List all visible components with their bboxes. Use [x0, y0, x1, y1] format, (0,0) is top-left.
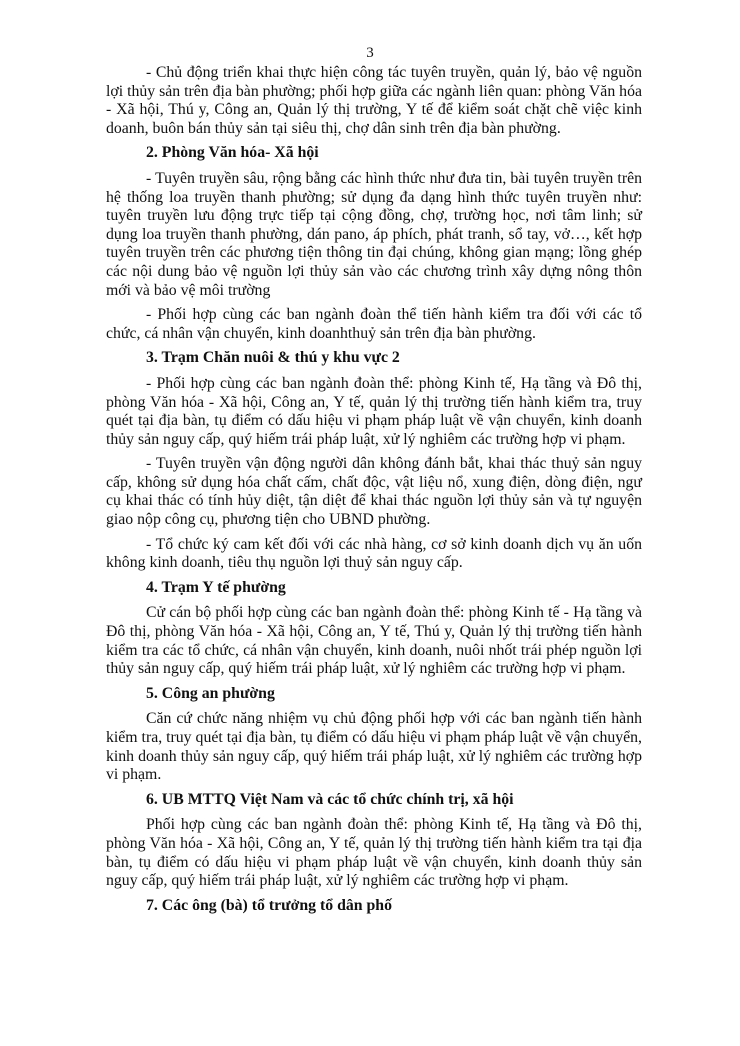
paragraph: - Chủ động triển khai thực hiện công tác tuyên truyền, quản lý, bảo vệ nguồn lợi thủy sản trên địa bàn phường; phối hợp giữa các ngành liên quan: phòng Văn hóa - Xã hội, Thú y, Công an, Quản lý thị trường, Y tế để kiểm soát chặt chẽ việc kinh doanh, buôn bán thủy sản tại siêu thị, chợ dân sinh trên địa bàn phường. [106, 64, 642, 137]
section-heading: 3. Trạm Chăn nuôi & thú y khu vực 2 [146, 349, 400, 367]
paragraph: Căn cứ chức năng nhiệm vụ chủ động phối hợp với các ban ngành tiến hành kiểm tra, truy quét tại địa bàn, tụ điểm có dấu hiệu vi phạm pháp luật về vận chuyển, kinh doanh thủy sản nguy cấp, quý hiếm trái pháp luật, xử lý nghiêm các trường hợp vi phạm. [106, 710, 642, 784]
paragraph: - Tuyên truyền sâu, rộng bằng các hình thức như đưa tin, bài tuyên truyền trên hệ thống loa truyền thanh phường; sử dụng đa dạng hình thức tuyên truyền như: tuyên truyền lưu động trực tiếp tại cộng đồng, chợ, trường học, nơi tâm linh; sử dụng loa truyền thanh phường, dán pano, áp phích, phát tranh, sổ tay, vở…, kết hợp tuyên truyền trên các phương tiện thông tin đại chúng, không gian mạng; lồng ghép các nội dung bảo vệ nguồn lợi thủy sản vào các chương trình xây dựng nông thôn mới và bảo vệ môi trường [106, 169, 642, 299]
paragraph: Cử cán bộ phối hợp cùng các ban ngành đoàn thể: phòng Kinh tế - Hạ tầng và Đô thị, phòng Văn hóa - Xã hội, Công an, Y tế, Thú y, Quản lý thị trường tiến hành kiểm tra các tổ chức, cá nhân vận chuyển, kinh doanh, nuôi nhốt trái phép nguồn lợi thủy sản nguy cấp, quý hiếm trái pháp luật, xử lý nghiêm các trường hợp vi phạm. [106, 604, 642, 678]
paragraph: - Phối hợp cùng các ban ngành đoàn thể tiến hành kiểm tra đối với các tổ chức, cá nhân vận chuyển, kinh doanhthuỷ sản trên địa bàn phường. [106, 306, 642, 342]
section-heading: 5. Công an phường [146, 684, 275, 702]
paragraph: - Tổ chức ký cam kết đối với các nhà hàng, cơ sở kinh doanh dịch vụ ăn uốn không kinh doanh, tiêu thụ nguồn lợi thuỷ sản nguy cấp. [106, 535, 642, 572]
section-heading: 6. UB MTTQ Việt Nam và các tổ chức chính trị, xã hội [146, 790, 514, 808]
paragraph: - Phối hợp cùng các ban ngành đoàn thể: phòng Kinh tế, Hạ tầng và Đô thị, phòng Văn hóa - Xã hội, Công an, Y tế, quản lý thị trường tiến hành kiểm tra, truy quét tại địa bàn, tụ điểm có dấu hiệu vi phạm pháp luật về vận chuyển, kinh doanh thủy sản nguy cấp, quý hiếm trái pháp luật, xử lý nghiêm các trường hợp vi phạm. [106, 374, 642, 448]
paragraph: Phối hợp cùng các ban ngành đoàn thể: phòng Kinh tế, Hạ tầng và Đô thị, phòng Văn hóa - Xã hội, Công an, Y tế, quản lý thị trường tiến hành kiểm tra tại địa bàn, tụ điểm có dấu hiệu vi phạm pháp luật về vận chuyển, kinh doanh thủy sản nguy cấp, quý hiếm trái pháp luật, xử lý nghiêm các trường hợp vi phạm. [106, 816, 642, 890]
page-number: 3 [366, 45, 374, 61]
document-body [106, 64, 642, 922]
section-heading: 2. Phòng Văn hóa- Xã hội [146, 144, 319, 162]
paragraph: - Tuyên truyền vận động người dân không đánh bắt, khai thác thuỷ sản nguy cấp, không sử dụng hóa chất cấm, chất độc, vật liệu nổ, xung điện, dòng điện, ngư cụ khai thác có tính hủy diệt, tận diệt để khai thác nguồn lợi thủy sản và tự nguyện giao nộp công cụ, phương tiện cho UBND phường. [106, 455, 642, 529]
section-heading: 7. Các ông (bà) tổ trưởng tổ dân phố [146, 896, 392, 914]
section-heading: 4. Trạm Y tế phường [146, 578, 286, 596]
